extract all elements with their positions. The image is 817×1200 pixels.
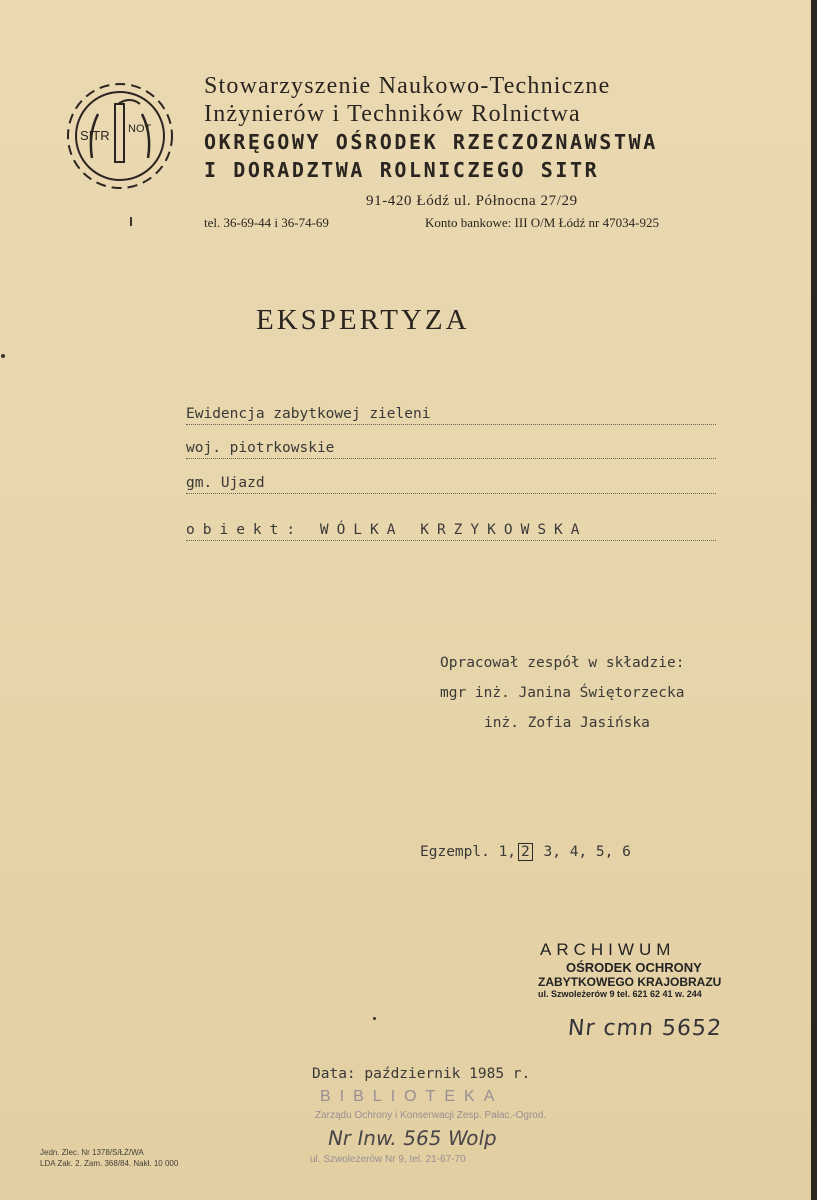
scan-mark bbox=[130, 217, 132, 226]
field-line bbox=[186, 404, 716, 425]
sitr-logo bbox=[58, 74, 182, 198]
org-name-line2: Inżynierów i Techników Rolnictwa bbox=[204, 101, 581, 127]
field-commune: gm. Ujazd bbox=[186, 475, 265, 491]
team-heading: Opracował zespół w składzie: bbox=[440, 655, 685, 671]
archive-stamp-line3: ZABYTKOWEGO KRAJOBRAZU bbox=[538, 975, 722, 989]
document-date: Data: październik 1985 r. bbox=[312, 1066, 531, 1082]
org-name-line3: OKRĘGOWY OŚRODEK RZECZOZNAWSTWA bbox=[204, 130, 658, 154]
team-block bbox=[440, 648, 684, 738]
copies-line bbox=[420, 843, 631, 861]
logo-text-right: NOT bbox=[128, 123, 152, 135]
archive-stamp bbox=[530, 940, 770, 999]
field-line bbox=[186, 520, 716, 541]
library-stamp-title: BIBLIOTEKA bbox=[320, 1088, 504, 1105]
field-object: obiekt: WÓLKA KRZYKOWSKA bbox=[186, 522, 588, 538]
org-address: 91-420 Łódź ul. Północna 27/29 bbox=[366, 193, 578, 209]
field-voivodeship: woj. piotrkowskie bbox=[186, 440, 335, 456]
archive-handwritten-number: Nr cmn 5652 bbox=[566, 1016, 724, 1041]
library-stamp-line2: Zarządu Ochrony i Konserwacji Zesp. Pałac.-Ogrod. bbox=[315, 1110, 547, 1121]
scan-mark bbox=[373, 1017, 376, 1020]
scan-edge bbox=[811, 0, 817, 1200]
copies-after: 3, 4, 5, 6 bbox=[543, 844, 631, 860]
field-line bbox=[186, 438, 716, 459]
library-stamp-address: ul. Szwoleżerów Nr 9, tel. 21-67-70 bbox=[310, 1154, 466, 1165]
team-member: inż. Zofia Jasińska bbox=[484, 715, 650, 731]
document-title: EKSPERTYZA bbox=[256, 304, 470, 336]
logo-text-left: SITR bbox=[80, 128, 110, 143]
organization-header bbox=[204, 72, 734, 184]
library-stamp bbox=[300, 1088, 590, 1174]
bank-account: Konto bankowe: III O/M Łódź nr 47034-925 bbox=[425, 215, 659, 230]
copies-label: Egzempl. bbox=[420, 844, 490, 860]
print-footer bbox=[40, 1147, 178, 1169]
archive-stamp-address: ul. Szwoleżerów 9 tel. 621 62 41 w. 244 bbox=[538, 989, 702, 999]
org-name-line1: Stowarzyszenie Naukowo-Techniczne bbox=[204, 73, 611, 99]
archive-stamp-line2: OŚRODEK OCHRONY bbox=[566, 960, 702, 975]
team-member: mgr inż. Janina Świętorzecka bbox=[440, 685, 685, 701]
org-name-line4: I DORADZTWA ROLNICZEGO SITR bbox=[204, 158, 600, 182]
field-subject: Ewidencja zabytkowej zieleni bbox=[186, 406, 431, 422]
copies-circled: 2 bbox=[518, 843, 533, 861]
scan-mark bbox=[1, 354, 5, 358]
footer-line2: LDA Zak. 2. Zam. 368/84. Nakł. 10 000 bbox=[40, 1159, 179, 1168]
footer-line1: Jedn. Zlec. Nr 1378/S/ŁŻ/WA bbox=[40, 1148, 144, 1157]
copies-before: 1, bbox=[498, 844, 517, 860]
org-phone: tel. 36-69-44 i 36-74-69 bbox=[204, 215, 329, 230]
library-handwritten-number: Nr Inw. 565 Wolp bbox=[325, 1126, 500, 1150]
archive-stamp-title: ARCHIWUM bbox=[540, 940, 676, 959]
field-line bbox=[186, 473, 716, 494]
